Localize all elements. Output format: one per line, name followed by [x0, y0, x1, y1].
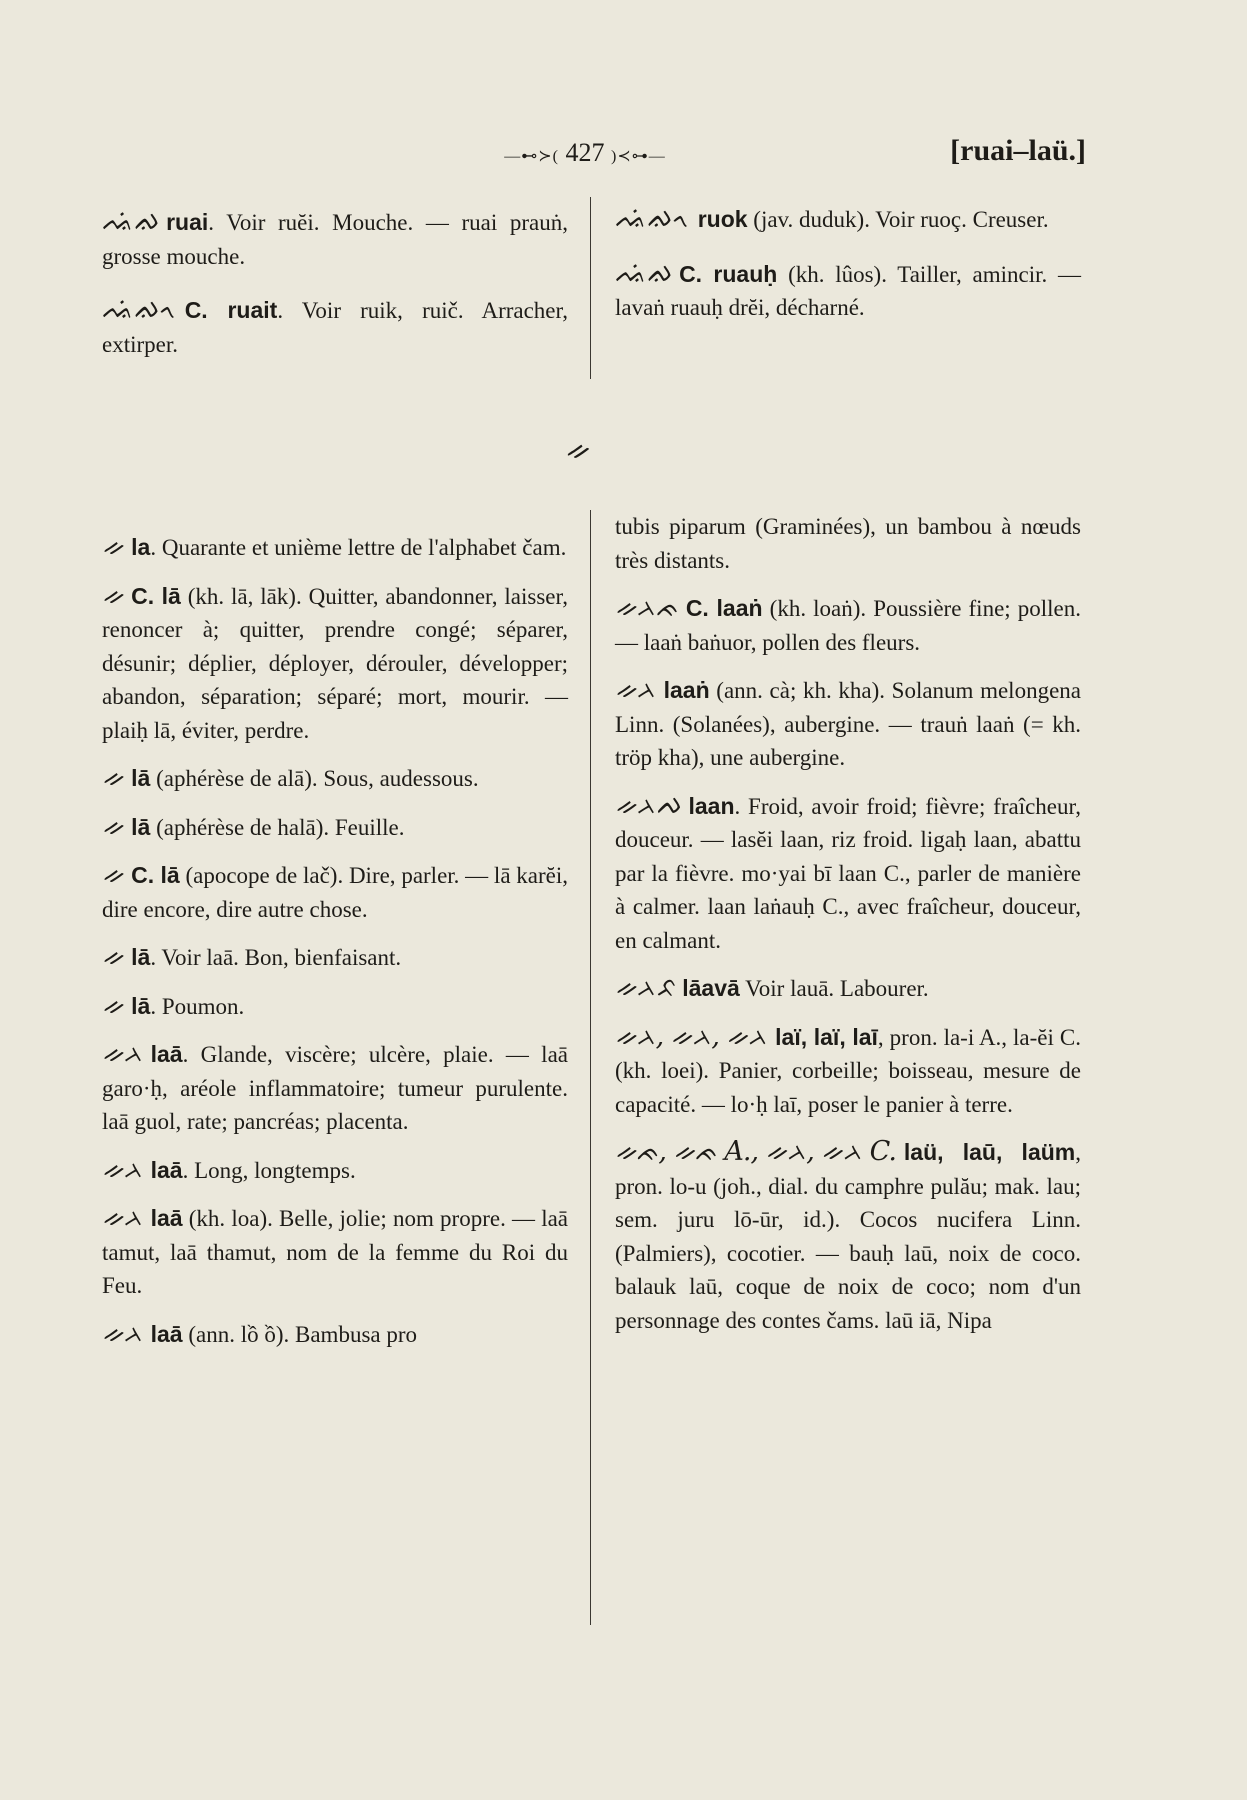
- cham-script-glyph: ᨀ: [102, 762, 124, 793]
- dictionary-entry: [615, 1020, 1081, 1122]
- cham-script-glyph: ᨕᨗᨁᨚ: [102, 294, 177, 325]
- headword: C. laaṅ: [685, 595, 763, 621]
- headword: ruai: [166, 209, 209, 235]
- definition: (jav. duduk). Voir ruoç. Creuser.: [747, 207, 1049, 232]
- definition: (ann. cà; kh. kha). Solanum melongena Linn. (Solanées), aubergine. — trauṅ laaṅ (= kh. tröp kha), une aubergine.: [615, 678, 1081, 770]
- headword: laü, laū, laüm: [903, 1139, 1076, 1165]
- dictionary-entry: [102, 1317, 568, 1352]
- cham-script-glyph: ᨀ: [102, 531, 124, 562]
- headword: laaṅ: [663, 677, 710, 703]
- running-head: [ruai–laü.]: [950, 134, 1086, 167]
- definition: . Voir laā. Bon, bienfaisant.: [150, 945, 402, 970]
- column-divider-top: [590, 197, 591, 379]
- cham-script-glyph: ᨀᨂ: [615, 674, 656, 705]
- headword: laā: [150, 1156, 183, 1183]
- definition: (kh. loa). Belle, jolie; nom propre. — laā tamut, laā thamut, nom de la femme du Roi du Feu.: [102, 1206, 568, 1298]
- dictionary-entry: [615, 257, 1081, 325]
- dictionary-entry-continued: [615, 510, 1081, 577]
- dictionary-entry: [102, 989, 568, 1024]
- cham-script-glyph: ᨀᨂ, ᨀᨂ, ᨀᨂ: [615, 1020, 768, 1052]
- cham-script-glyph: ᨀ: [102, 579, 124, 611]
- definition: . Poumon.: [150, 993, 245, 1019]
- dictionary-entry: [102, 1153, 568, 1188]
- cham-script-glyph: ᨀᨂᨄ: [615, 789, 681, 821]
- column-divider-main: [590, 510, 591, 1625]
- dictionary-entry: [102, 530, 568, 565]
- dictionary-entry: [615, 202, 1081, 237]
- cham-script-glyph: ᨀᨂ: [102, 1038, 143, 1069]
- definition: (kh. lā, lāk). Quitter, abandonner, laisser, renoncer à; quitter, prendre congé; séparer, désunir; déplier, déployer, dérouler, développer; abandon, séparation; séparé; mort, mourir. — plaiḥ lā, éviter, perdre.: [102, 583, 568, 743]
- definition: (aphérèse de alā). Sous, audessous.: [150, 766, 479, 791]
- definition: (aphérèse de halā). Feuille.: [150, 814, 405, 840]
- definition: (apocope de lač). Dire, parler. — lā karĕi, dire encore, dire autre chose.: [102, 863, 568, 922]
- definition: . Voir ruik, ruič. Arracher, extirper.: [102, 298, 568, 357]
- ornament-right: )≺⊶—: [611, 148, 666, 165]
- headword: laï, laï, laī: [775, 1023, 878, 1050]
- headword: ruok: [697, 206, 748, 232]
- ornament-left: —⊷≻(: [504, 148, 559, 165]
- definition: (ann. lồ ồ). Bambusa pro: [182, 1321, 418, 1347]
- cham-script-glyph: ᨀᨂᨅ: [615, 972, 675, 1003]
- dictionary-entry: [102, 761, 568, 796]
- cham-script-glyph: ᨀᨂ: [102, 1202, 143, 1233]
- dictionary-entry: [102, 940, 568, 975]
- cham-script-glyph: ᨀ: [102, 810, 124, 842]
- cham-script-glyph: ᨀᨂᨃ: [615, 592, 678, 623]
- headword: C. lā: [131, 582, 181, 609]
- dictionary-entry: [102, 1201, 568, 1303]
- page-number: [470, 138, 700, 168]
- definition: tubis piparum (Graminées), un bambou à nœuds très distants.: [615, 514, 1081, 573]
- page-number-value: 427: [565, 138, 605, 167]
- headword: C. ruauḥ: [679, 260, 778, 287]
- dictionary-entry: [102, 293, 568, 361]
- definition: (kh. lûos). Tailler, amincir. — lavaṅ ruauḥ drĕi, décharné.: [615, 261, 1081, 320]
- dictionary-entry: [102, 1037, 568, 1139]
- definition: . Long, longtemps.: [182, 1157, 356, 1183]
- headword: laan: [688, 792, 735, 819]
- headword: C. ruait: [184, 297, 278, 323]
- section-letter-glyph: ᨀ: [565, 432, 590, 467]
- headword: laā: [150, 1041, 183, 1067]
- definition: Voir lauā. Labourer.: [739, 976, 929, 1001]
- definition: (kh. loaṅ). Poussière fine; pollen. — laaṅ baṅuor, pollen des fleurs.: [615, 596, 1081, 655]
- headword: lā: [131, 765, 151, 791]
- definition: . Froid, avoir froid; fièvre; fraîcheur, douceur. — lasĕi laan, riz froid. ligaḥ laan, abattu par la fièvre. mo·yai bī laan C., parler de manière à calmer. laan laṅauḥ C., avec fraîcheur, douceur, en calmant.: [615, 793, 1081, 953]
- top-right-column: [615, 202, 1081, 345]
- right-column: [615, 510, 1081, 1351]
- definition: . Quarante et unième lettre de l'alphabet čam.: [150, 535, 567, 560]
- headword: la: [131, 534, 151, 560]
- headword: lāavā: [682, 975, 740, 1001]
- dictionary-entry: [615, 971, 1081, 1006]
- definition: . Glande, viscère; ulcère, plaie. — laā garo·ḥ, aréole inflammatoire; tumeur purulente. laā guol, rate; pancréas; placenta.: [102, 1042, 568, 1134]
- dictionary-entry: [615, 789, 1081, 958]
- dictionary-entry: [102, 810, 568, 845]
- left-column: [102, 530, 568, 1365]
- headword: lā: [131, 944, 151, 970]
- headword: lā: [131, 992, 151, 1019]
- dictionary-entry: [102, 205, 568, 273]
- cham-script-glyph: ᨕᨗᨁᨚ: [615, 203, 690, 234]
- headword: laā: [150, 1205, 183, 1231]
- cham-script-glyph: ᨀ: [102, 941, 124, 972]
- cham-script-glyph: ᨀᨂ: [102, 1153, 143, 1185]
- cham-script-glyph: ᨕᨗᨁ: [102, 206, 159, 237]
- definition: , pron. la-i A., la-ĕi C. (kh. loei). Panier, corbeille; boisseau, mesure de capacité. — lo·ḥ laī, poser le panier à terre.: [615, 1024, 1081, 1117]
- dictionary-entry: [615, 591, 1081, 659]
- dictionary-entry: [615, 1135, 1081, 1337]
- dictionary-entry: [615, 673, 1081, 775]
- headword: C. lā: [131, 862, 180, 888]
- definition: , pron. lo-u (joh., dial. du camphre pulău; mak. lau; sem. juru lō-ūr, id.). Cocos nucifera Linn. (Palmiers), cocotier. — bauḥ laū, noix de coco. balauk laū, coque de noix de coco; nom d'un personnage des contes čams. laū iā, Nipa: [615, 1140, 1081, 1333]
- definition: . Voir ruĕi. Mouche. — ruai prauṅ, grosse mouche.: [102, 210, 568, 269]
- cham-script-glyph: ᨀᨃ, ᨀᨃ A., ᨀᨂ, ᨀᨂ C.: [615, 1136, 896, 1167]
- headword: laā: [150, 1320, 183, 1347]
- dictionary-entry: [102, 858, 568, 926]
- top-left-column: [102, 205, 568, 381]
- cham-script-glyph: ᨀ: [102, 859, 124, 890]
- dictionary-entry: [102, 579, 568, 748]
- headword: lā: [131, 813, 151, 840]
- cham-script-glyph: ᨀ: [102, 989, 124, 1021]
- cham-script-glyph: ᨕᨗᨁ: [615, 257, 672, 289]
- cham-script-glyph: ᨀᨂ: [102, 1317, 143, 1349]
